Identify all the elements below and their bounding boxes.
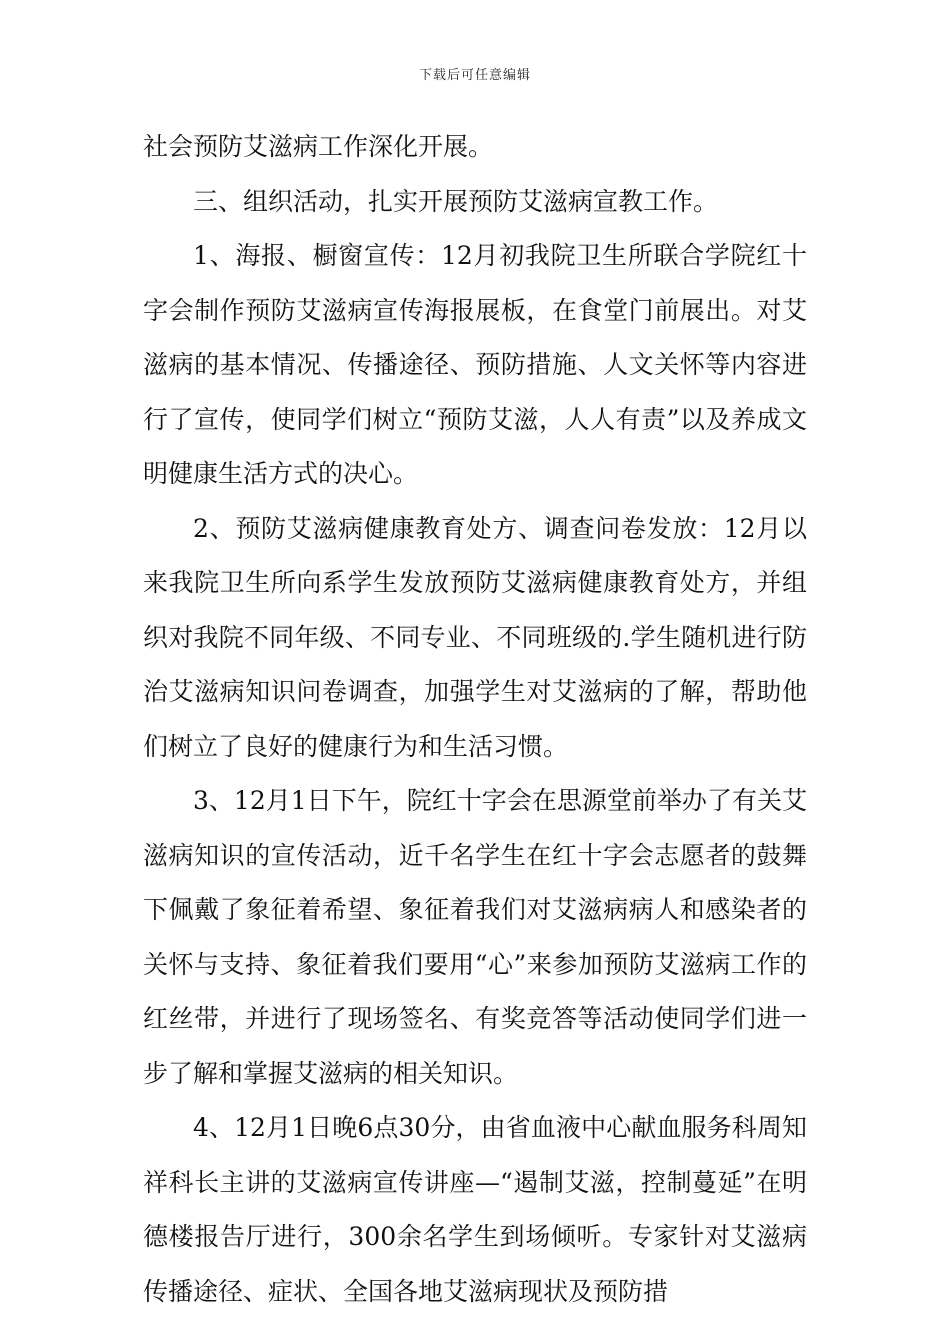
paragraph-2-section-heading: 三、组织活动，扎实开展预防艾滋病宣教工作。 [193, 186, 719, 216]
document-body [143, 120, 807, 1319]
paragraph-1: 社会预防艾滋病工作深化开展。 [143, 132, 494, 161]
paragraph-3-poster-publicity: 1、海报、橱窗宣传：12月初我院卫生所联合学院红十字会制作预防艾滋病宣传海报展板，在食堂门前展出。对艾滋病的基本情况、传播途径、预防措施、人文关怀等内容进行了宣传，使同学们树立“预防艾滋，人人有责”以及养成文明健康生活方式的决心。 [143, 241, 807, 488]
paragraph-6-lecture: 4、12月1日晚6点30分，由省血液中心献血服务科周知祥科长主讲的艾滋病宣传讲座—“遏制艾滋，控制蔓延”在明德楼报告厅进行，300余名学生到场倾听。专家针对艾滋病传播途径、症状、全国各地艾滋病现状及预防措 [143, 1113, 807, 1306]
paragraph-4-questionnaire: 2、预防艾滋病健康教育处方、调查问卷发放：12月以来我院卫生所向系学生发放预防艾滋病健康教育处方，并组织对我院不同年级、不同专业、不同班级的.学生随机进行防治艾滋病知识问卷调查，加强学生对艾滋病的了解，帮助他们树立了良好的健康行为和生活习惯。 [143, 513, 807, 761]
page-header-note: 下载后可任意编辑 [418, 68, 531, 83]
paragraph-5-red-cross-event: 3、12月1日下午，院红十字会在思源堂前举办了有关艾滋病知识的宣传活动，近千名学生在红十字会志愿者的鼓舞下佩戴了象征着希望、象征着我们对艾滋病病人和感染者的关怀与支持、象征着我们要用“心”来参加预防艾滋病工作的红丝带，并进行了现场签名、有奖竞答等活动使同学们进一步了解和掌握艾滋病的相关知识。 [143, 786, 807, 1088]
